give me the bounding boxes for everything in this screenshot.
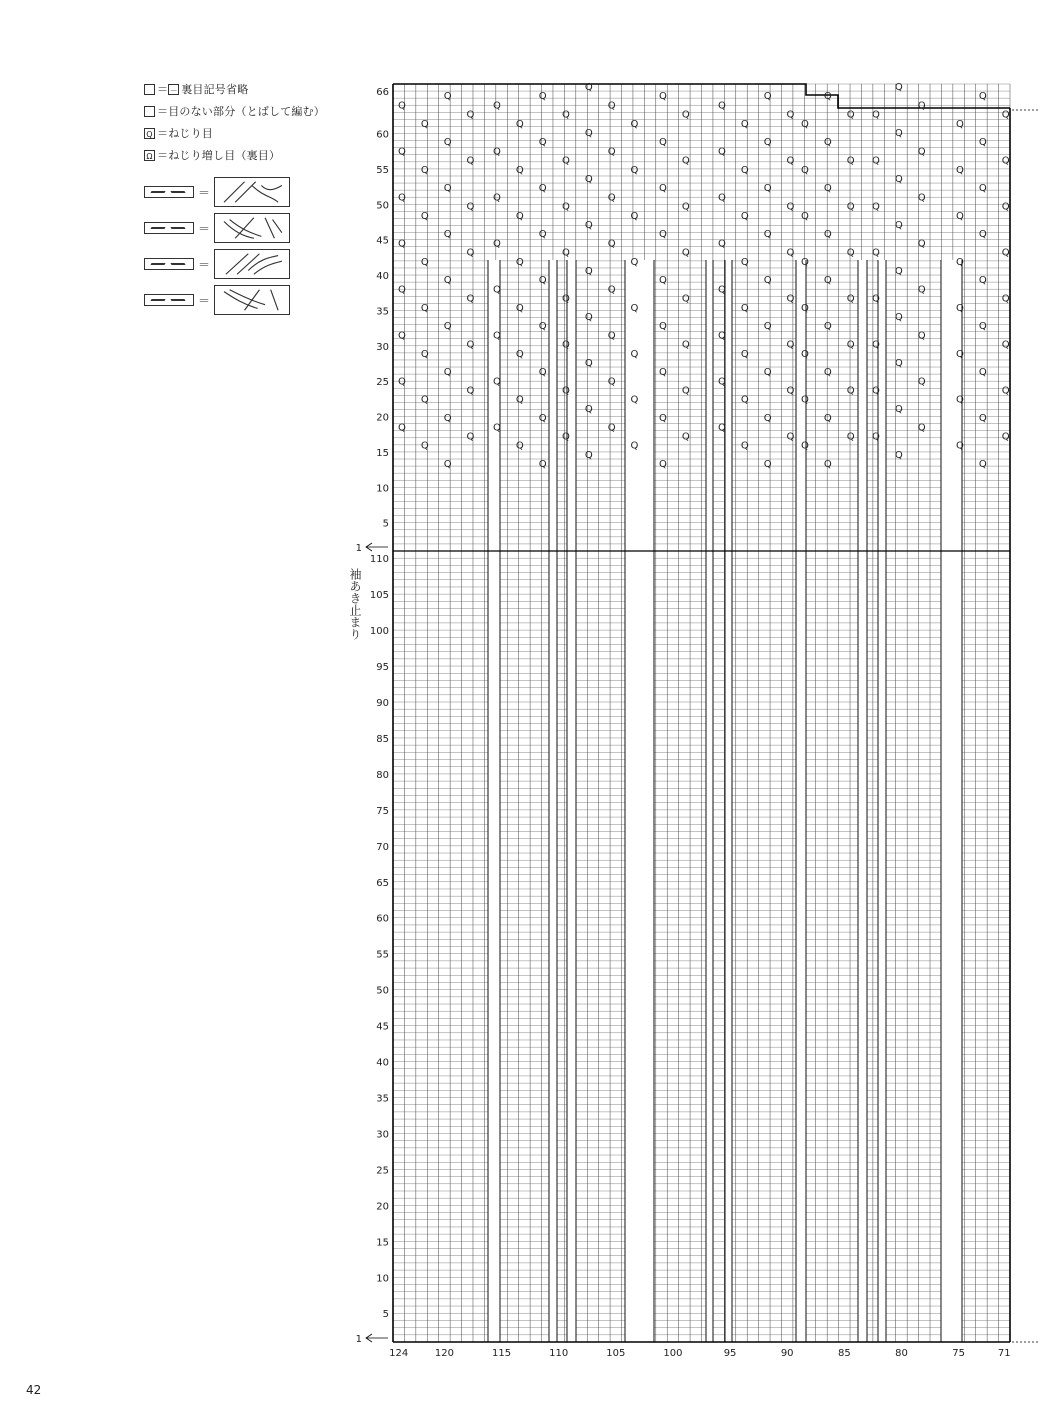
stitch-mark: Q — [718, 238, 726, 250]
row-number-upper: 40 — [376, 271, 389, 283]
no-stitch-area — [625, 260, 654, 1342]
stitch-mark: Q — [786, 293, 795, 305]
stitch-mark: Q — [718, 376, 726, 388]
stitch-mark: Q — [872, 293, 880, 305]
stitch-number: 105 — [606, 1348, 626, 1359]
stitch-mark: Q — [823, 275, 832, 287]
stitch-mark: Q — [562, 385, 570, 397]
stitch-mark: Q — [823, 183, 832, 195]
stitch-mark: Q — [562, 293, 570, 305]
no-stitch-area — [706, 260, 713, 1342]
stitch-mark: Q — [872, 247, 880, 259]
stitch-number: 85 — [837, 1348, 851, 1359]
stitch-mark: Q — [630, 210, 639, 222]
stitch-mark: Q — [607, 192, 616, 204]
stitch-number: 80 — [895, 1348, 908, 1359]
stitch-mark: Q — [398, 330, 406, 342]
purl-symbol-icon: － — [169, 85, 178, 95]
stitch-number: 115 — [491, 1348, 512, 1359]
stitch-mark: Q — [801, 440, 809, 452]
stitch-mark: Q — [420, 164, 429, 176]
stitch-mark: Q — [740, 394, 749, 406]
stitch-mark: Q — [1001, 155, 1010, 167]
stitch-mark: Q — [894, 82, 903, 93]
stitch-mark: Q — [681, 109, 690, 121]
row-number-upper: 10 — [376, 483, 389, 495]
stitch-mark: Q — [584, 82, 593, 93]
stitch-mark: Q — [894, 173, 903, 185]
stitch-mark: Q — [659, 275, 667, 287]
stitch-mark: Q — [584, 219, 593, 231]
stitch-mark: Q — [1001, 431, 1010, 443]
stitch-mark: Q — [917, 284, 926, 296]
stitch-mark: Q — [801, 210, 809, 222]
stitch-mark: Q — [1001, 293, 1010, 305]
stitch-mark: Q — [718, 422, 726, 434]
stitch-mark: Q — [659, 137, 667, 149]
row-number-upper: 5 — [382, 518, 389, 530]
stitch-mark: Q — [872, 385, 880, 397]
row-number-lower: 5 — [382, 1309, 389, 1321]
stitch-mark: Q — [443, 321, 452, 333]
stitch-mark: Q — [466, 385, 475, 397]
stitch-mark: Q — [398, 192, 406, 204]
sleeve-opening-label: 袖あき止まり — [348, 568, 362, 640]
stitch-mark: Q — [659, 413, 667, 425]
stitch-mark: Q — [515, 210, 524, 222]
stitch-mark: Q — [801, 164, 809, 176]
row-number-upper: 45 — [376, 235, 389, 247]
stitch-mark: Q — [846, 339, 855, 351]
stitch-mark: Q — [681, 431, 690, 443]
row-number-upper: 35 — [376, 306, 389, 318]
stitch-mark: Q — [584, 173, 593, 185]
stitch-mark: Q — [846, 293, 855, 305]
stitch-mark: Q — [846, 385, 855, 397]
stitch-mark: Q — [823, 367, 832, 379]
stitch-mark: Q — [917, 376, 926, 388]
stitch-mark: Q — [917, 146, 926, 158]
cable-eq: ＝ — [198, 221, 211, 236]
stitch-mark: Q — [659, 321, 667, 333]
cable-eq: ＝ — [198, 293, 211, 308]
stitch-mark: Q — [801, 302, 809, 314]
stitch-mark: Q — [872, 339, 880, 351]
no-stitch-area — [567, 260, 576, 1342]
stitch-mark: Q — [894, 449, 903, 461]
stitch-mark: Q — [515, 118, 524, 130]
row-number-upper: 25 — [376, 377, 389, 389]
stitch-mark: Q — [917, 192, 926, 204]
stitch-mark: Q — [398, 238, 406, 250]
stitch-mark: Q — [956, 164, 964, 176]
no-stitch-area — [549, 260, 557, 1342]
stitch-mark: Q — [493, 376, 501, 388]
row-number-lower: 60 — [376, 913, 389, 925]
stitch-mark: Q — [493, 284, 501, 296]
stitch-mark: Q — [894, 219, 903, 231]
stitch-mark: Q — [630, 256, 639, 268]
stitch-mark: Q — [515, 440, 524, 452]
stitch-mark: Q — [763, 229, 772, 241]
stitch-mark: Q — [978, 459, 987, 471]
stitch-mark: Q — [443, 459, 452, 471]
stitch-mark: Q — [978, 321, 987, 333]
stitch-mark: Q — [978, 137, 987, 149]
stitch-mark: Q — [443, 275, 452, 287]
stitch-mark: Q — [740, 348, 749, 360]
row-number-upper: 60 — [376, 129, 389, 141]
row-number-lower: 55 — [376, 949, 389, 961]
stitch-mark: Q — [466, 339, 475, 351]
stitch-mark: Q — [786, 155, 795, 167]
stitch-mark: Q — [607, 422, 616, 434]
stitch-mark: Q — [956, 348, 964, 360]
stitch-mark: Q — [562, 247, 570, 259]
stitch-mark: Q — [846, 109, 855, 121]
stitch-mark: Q — [872, 201, 880, 213]
stitch-mark: Q — [740, 256, 749, 268]
stitch-mark: Q — [786, 247, 795, 259]
stitch-mark: Q — [978, 275, 987, 287]
stitch-mark: Q — [917, 422, 926, 434]
row-number-upper: 55 — [376, 164, 389, 176]
stitch-mark: Q — [763, 275, 772, 287]
stitch-mark: Q — [607, 376, 616, 388]
stitch-mark: Q — [718, 284, 726, 296]
stitch-mark: Q — [956, 394, 964, 406]
stitch-mark: Q — [1001, 109, 1010, 121]
stitch-mark: Q — [823, 459, 832, 471]
row-number-lower: 15 — [376, 1237, 389, 1249]
row-number-lower: 70 — [376, 841, 389, 853]
stitch-number: 90 — [780, 1348, 794, 1359]
row-number-upper: 66 — [376, 87, 389, 99]
stitch-number: 71 — [997, 1348, 1011, 1359]
stitch-mark: Q — [978, 183, 987, 195]
stitch-mark: Q — [978, 413, 987, 425]
stitch-mark: Q — [1001, 385, 1010, 397]
twisted-increase-icon: Ω — [144, 150, 155, 161]
stitch-mark: Q — [786, 339, 795, 351]
stitch-mark: Q — [956, 302, 964, 314]
row-number-lower: 10 — [376, 1273, 389, 1285]
stitch-mark: Q — [740, 164, 749, 176]
stitch-mark: Q — [823, 321, 832, 333]
stitch-mark: Q — [894, 357, 903, 369]
stitch-mark: Q — [466, 109, 475, 121]
stitch-mark: Q — [681, 385, 690, 397]
stitch-mark: Q — [894, 311, 903, 323]
no-stitch-area — [796, 260, 806, 1342]
stitch-mark: Q — [763, 321, 772, 333]
stitch-mark: Q — [443, 137, 452, 149]
stitch-mark: Q — [763, 367, 772, 379]
stitch-mark: Q — [538, 229, 547, 241]
legend-eq: ＝ — [157, 83, 169, 96]
stitch-mark: Q — [584, 357, 593, 369]
stitch-mark: Q — [538, 91, 547, 103]
row-number-lower: 65 — [376, 877, 389, 889]
stitch-number: 100 — [663, 1348, 683, 1359]
stitch-mark: Q — [846, 431, 855, 443]
stitch-mark: Q — [718, 100, 726, 112]
stitch-mark: Q — [659, 367, 667, 379]
stitch-mark: Q — [956, 256, 964, 268]
row-number-lower: 45 — [376, 1021, 389, 1033]
stitch-mark: Q — [443, 229, 452, 241]
stitch-mark: Q — [978, 229, 987, 241]
stitch-mark: Q — [420, 394, 429, 406]
stitch-mark: Q — [420, 118, 429, 130]
stitch-mark: Q — [584, 265, 593, 277]
stitch-mark: Q — [740, 440, 749, 452]
stitch-mark: Q — [398, 146, 406, 158]
stitch-mark: Q — [562, 431, 570, 443]
stitch-mark: Q — [398, 376, 406, 388]
stitch-mark: Q — [515, 302, 524, 314]
stitch-mark: Q — [956, 210, 964, 222]
legend-text-twisted: ＝ねじり目 — [157, 127, 213, 140]
stitch-mark: Q — [917, 100, 926, 112]
stitch-mark: Q — [466, 293, 475, 305]
stitch-mark: Q — [823, 413, 832, 425]
row-number-lower: 105 — [369, 590, 389, 602]
stitch-mark: Q — [562, 339, 570, 351]
stitch-mark: Q — [607, 284, 616, 296]
stitch-number: 95 — [723, 1348, 737, 1359]
stitch-mark: Q — [493, 146, 501, 158]
legend-text-purl: 裏目記号省略 — [181, 83, 249, 96]
stitch-mark: Q — [630, 302, 639, 314]
cable-eq: ＝ — [198, 257, 211, 272]
stitch-mark: Q — [763, 459, 772, 471]
stitch-mark: Q — [607, 238, 616, 250]
stitch-mark: Q — [420, 348, 429, 360]
stitch-mark: Q — [978, 91, 987, 103]
stitch-mark: Q — [1001, 247, 1010, 259]
stitch-mark: Q — [786, 431, 795, 443]
row-number-lower: 40 — [376, 1057, 389, 1069]
stitch-mark: Q — [584, 127, 593, 139]
stitch-mark: Q — [538, 413, 547, 425]
stitch-mark: Q — [584, 403, 593, 415]
stitch-mark: Q — [823, 137, 832, 149]
stitch-mark: Q — [443, 413, 452, 425]
stitch-mark: Q — [872, 431, 880, 443]
stitch-mark: Q — [801, 256, 809, 268]
row-number-lower: 75 — [376, 805, 389, 817]
cable-eq: ＝ — [198, 185, 211, 200]
stitch-mark: Q — [894, 403, 903, 415]
stitch-mark: Q — [681, 201, 690, 213]
stitch-mark: Q — [515, 394, 524, 406]
stitch-mark: Q — [659, 91, 667, 103]
stitch-mark: Q — [538, 275, 547, 287]
stitch-mark: Q — [978, 367, 987, 379]
stitch-mark: Q — [846, 201, 855, 213]
page-number: 42 — [26, 1383, 42, 1397]
stitch-mark: Q — [420, 210, 429, 222]
legend-text-twisted-increase: ＝ねじり増し目（裏目） — [157, 149, 281, 162]
stitch-mark: Q — [763, 137, 772, 149]
stitch-mark: Q — [1001, 339, 1010, 351]
stitch-mark: Q — [894, 265, 903, 277]
stitch-mark: Q — [718, 192, 726, 204]
stitch-number: 75 — [952, 1348, 965, 1359]
stitch-mark: Q — [398, 100, 406, 112]
row-number-upper: 15 — [376, 447, 389, 459]
no-stitch-area — [878, 260, 886, 1342]
stitch-mark: Q — [872, 109, 880, 121]
stitch-number: 124 — [389, 1348, 409, 1359]
start-row-label: 1 — [355, 543, 362, 554]
stitch-mark: Q — [681, 339, 690, 351]
stitch-mark: Q — [801, 118, 809, 130]
row-number-lower: 100 — [369, 626, 389, 638]
stitch-number: 120 — [434, 1348, 454, 1359]
stitch-mark: Q — [630, 440, 639, 452]
row-number-lower: 50 — [376, 985, 389, 997]
stitch-number: 110 — [549, 1348, 569, 1359]
row-number-lower: 25 — [376, 1165, 389, 1177]
stitch-mark: Q — [801, 348, 809, 360]
stitch-mark: Q — [630, 394, 639, 406]
stitch-mark: Q — [538, 459, 547, 471]
row-number-lower: 30 — [376, 1129, 389, 1141]
stitch-mark: Q — [398, 284, 406, 296]
stitch-mark: Q — [493, 100, 501, 112]
stitch-mark: Q — [786, 201, 795, 213]
stitch-mark: Q — [515, 348, 524, 360]
row-number-lower: 20 — [376, 1201, 389, 1213]
row-number-lower: 80 — [376, 769, 389, 781]
stitch-mark: Q — [493, 238, 501, 250]
stitch-mark: Q — [515, 256, 524, 268]
stitch-mark: Q — [740, 210, 749, 222]
stitch-mark: Q — [607, 330, 616, 342]
stitch-mark: Q — [681, 247, 690, 259]
row-number-lower: 85 — [376, 733, 389, 745]
stitch-mark: Q — [659, 229, 667, 241]
no-stitch-area — [725, 260, 732, 1342]
stitch-mark: Q — [466, 431, 475, 443]
stitch-mark: Q — [515, 164, 524, 176]
stitch-mark: Q — [659, 183, 667, 195]
row-number-lower: 110 — [369, 554, 389, 566]
stitch-mark: Q — [562, 109, 570, 121]
stitch-mark: Q — [659, 459, 667, 471]
stitch-mark: Q — [786, 109, 795, 121]
row-number-upper: 20 — [376, 412, 389, 424]
stitch-mark: Q — [956, 118, 964, 130]
stitch-mark: Q — [607, 146, 616, 158]
row-number-upper: 30 — [376, 341, 389, 353]
stitch-mark: Q — [1001, 201, 1010, 213]
stitch-mark: Q — [718, 146, 726, 158]
stitch-mark: Q — [398, 422, 406, 434]
no-stitch-area — [941, 260, 962, 1342]
stitch-mark: Q — [846, 247, 855, 259]
stitch-mark: Q — [872, 155, 880, 167]
stitch-mark: Q — [493, 422, 501, 434]
stitch-mark: Q — [917, 330, 926, 342]
stitch-mark: Q — [538, 183, 547, 195]
stitch-mark: Q — [823, 229, 832, 241]
stitch-mark: Q — [718, 330, 726, 342]
stitch-mark: Q — [466, 155, 475, 167]
stitch-mark: Q — [956, 440, 964, 452]
stitch-mark: Q — [493, 192, 501, 204]
row-number-upper: 50 — [376, 200, 389, 212]
stitch-mark: Q — [562, 201, 570, 213]
stitch-mark: Q — [420, 256, 429, 268]
row-number-lower: 95 — [376, 662, 389, 674]
stitch-mark: Q — [538, 321, 547, 333]
stitch-mark: Q — [786, 385, 795, 397]
stitch-mark: Q — [443, 91, 452, 103]
stitch-mark: Q — [763, 413, 772, 425]
no-stitch-area — [858, 260, 867, 1342]
stitch-mark: Q — [630, 118, 639, 130]
stitch-mark: Q — [584, 311, 593, 323]
start-row-label: 1 — [355, 1334, 362, 1345]
stitch-mark: Q — [607, 100, 616, 112]
stitch-mark: Q — [823, 91, 832, 103]
stitch-mark: Q — [584, 449, 593, 461]
stitch-mark: Q — [562, 155, 570, 167]
stitch-mark: Q — [538, 137, 547, 149]
stitch-mark: Q — [681, 293, 690, 305]
stitch-mark: Q — [443, 367, 452, 379]
stitch-mark: Q — [630, 164, 639, 176]
stitch-mark: Q — [538, 367, 547, 379]
stitch-mark: Q — [443, 183, 452, 195]
stitch-mark: Q — [894, 127, 903, 139]
stitch-mark: Q — [493, 330, 501, 342]
stitch-mark: Q — [681, 155, 690, 167]
stitch-mark: Q — [740, 118, 749, 130]
stitch-mark: Q — [763, 91, 772, 103]
stitch-mark: Q — [917, 238, 926, 250]
legend-text-no-stitch: ＝目のない部分（とばして編む） — [157, 105, 325, 118]
stitch-mark: Q — [466, 201, 475, 213]
twisted-stitch-icon: Q — [144, 128, 155, 139]
stitch-mark: Q — [763, 183, 772, 195]
stitch-mark: Q — [801, 394, 809, 406]
stitch-mark: Q — [420, 440, 429, 452]
stitch-mark: Q — [630, 348, 639, 360]
row-number-lower: 90 — [376, 698, 389, 710]
stitch-mark: Q — [420, 302, 429, 314]
stitch-mark: Q — [466, 247, 475, 259]
stitch-mark: Q — [846, 155, 855, 167]
row-number-lower: 35 — [376, 1093, 389, 1105]
stitch-mark: Q — [740, 302, 749, 314]
